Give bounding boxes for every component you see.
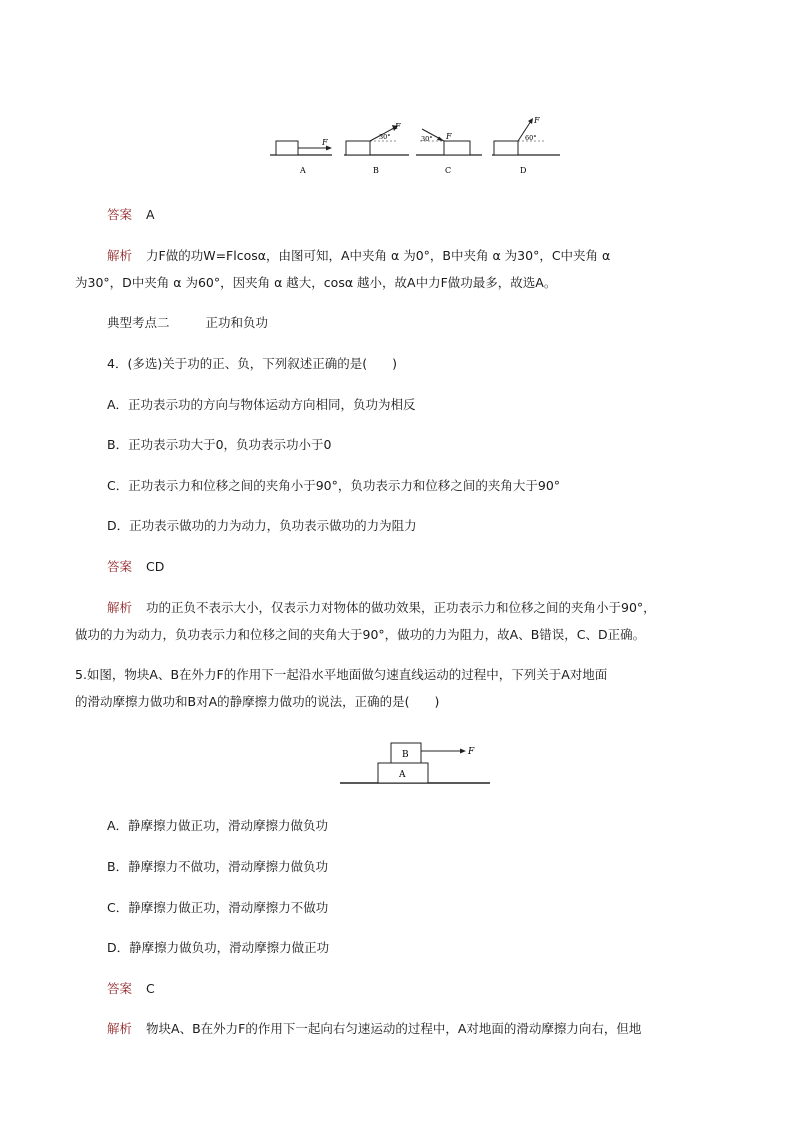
- section-header: [107, 315, 727, 331]
- answer-tag: 答案: [107, 207, 133, 222]
- explain-text: 功的正负不表示大小，仅表示力对物体的做功效果，正功表示力和位移之间的夹角小于90°，: [146, 600, 656, 615]
- answer-value: C: [146, 981, 155, 996]
- q3-explain-1: [107, 248, 727, 264]
- section-subtitle: 正功和负功: [205, 315, 269, 330]
- explain-tag: 解析: [107, 1021, 133, 1036]
- force-angle-figure: [266, 117, 566, 179]
- q5-option-a: A．静摩擦力做正功，滑动摩擦力做负功: [107, 818, 329, 833]
- explain-text: 物块A、B在外力F的作用下一起向右匀速运动的过程中，A对地面的滑动摩擦力向右，但地: [146, 1021, 642, 1036]
- q5-stem-1: 5.如图，物块A、B在外力F的作用下一起沿水平地面做匀速直线运动的过程中，下列关于A对地面: [75, 667, 608, 682]
- explain-tag: 解析: [107, 248, 133, 263]
- q4-option-d: D．正功表示做功的力为动力，负功表示做功的力为阻力: [107, 518, 417, 533]
- q4-option-a: A．正功表示功的方向与物体运动方向相同，负功为相反: [107, 397, 416, 412]
- q5-option-b: B．静摩擦力不做功，滑动摩擦力做负功: [107, 859, 329, 874]
- q3-explain-2: 为30°，D中夹角 α 为60°，因夹角 α 越大，cosα 越小，故A中力F做功最多，故选A。: [75, 275, 557, 290]
- q4-explain-1: [107, 600, 727, 616]
- panel-b: [344, 122, 409, 175]
- svg-text:60°: 60°: [525, 134, 537, 142]
- answer-tag: 答案: [107, 559, 133, 574]
- q5-option-c: C．静摩擦力做正功，滑动摩擦力不做功: [107, 900, 329, 915]
- force-label: F: [468, 747, 475, 757]
- svg-text:B: B: [373, 166, 379, 175]
- q4-explain-2: 做功的力为动力，负功表示力和位移之间的夹角大于90°，做功的力为阻力，故A、B错误，C、D正确。: [75, 627, 646, 642]
- q5-answer: [107, 981, 727, 997]
- svg-text:D: D: [520, 166, 527, 175]
- explain-tag: 解析: [107, 600, 133, 615]
- section-title: 典型考点二: [107, 315, 170, 330]
- explain-text: 力F做的功W=Flcosα，由图可知，A中夹角 α 为0°，B中夹角 α 为30°，C中夹角 α: [146, 248, 611, 263]
- q3-answer: [107, 207, 727, 223]
- q4-stem: 4．(多选)关于功的正、负，下列叙述正确的是( ): [107, 356, 397, 371]
- svg-text:F: F: [446, 132, 452, 141]
- q4-answer: [107, 559, 727, 575]
- svg-text:C: C: [445, 166, 452, 175]
- q5-stem-2: 的滑动摩擦力做功和B对A的静摩擦力做功的说法，正确的是( ): [75, 694, 440, 709]
- q4-option-c: C．正功表示力和位移之间的夹角小于90°，负功表示力和位移之间的夹角大于90°: [107, 478, 561, 493]
- answer-value: CD: [146, 559, 165, 574]
- q5-explain-1: [107, 1021, 727, 1037]
- svg-text:30°: 30°: [421, 135, 433, 143]
- q4-option-b: B．正功表示功大于0，负功表示功小于0: [107, 437, 332, 452]
- svg-text:30°: 30°: [379, 133, 391, 141]
- stacked-blocks-figure: [338, 737, 494, 789]
- panel-d: [492, 117, 560, 175]
- svg-text:F: F: [395, 122, 401, 131]
- svg-text:F: F: [322, 138, 328, 147]
- panel-a: [270, 138, 332, 175]
- panel-c: [416, 129, 482, 175]
- q5-option-d: D．静摩擦力做负功，滑动摩擦力做正功: [107, 940, 330, 955]
- block-a-label: A: [399, 770, 406, 780]
- answer-tag: 答案: [107, 981, 133, 996]
- svg-text:F: F: [534, 117, 540, 125]
- answer-value: A: [146, 207, 155, 222]
- svg-text:A: A: [300, 166, 306, 175]
- block-b-label: B: [402, 750, 409, 760]
